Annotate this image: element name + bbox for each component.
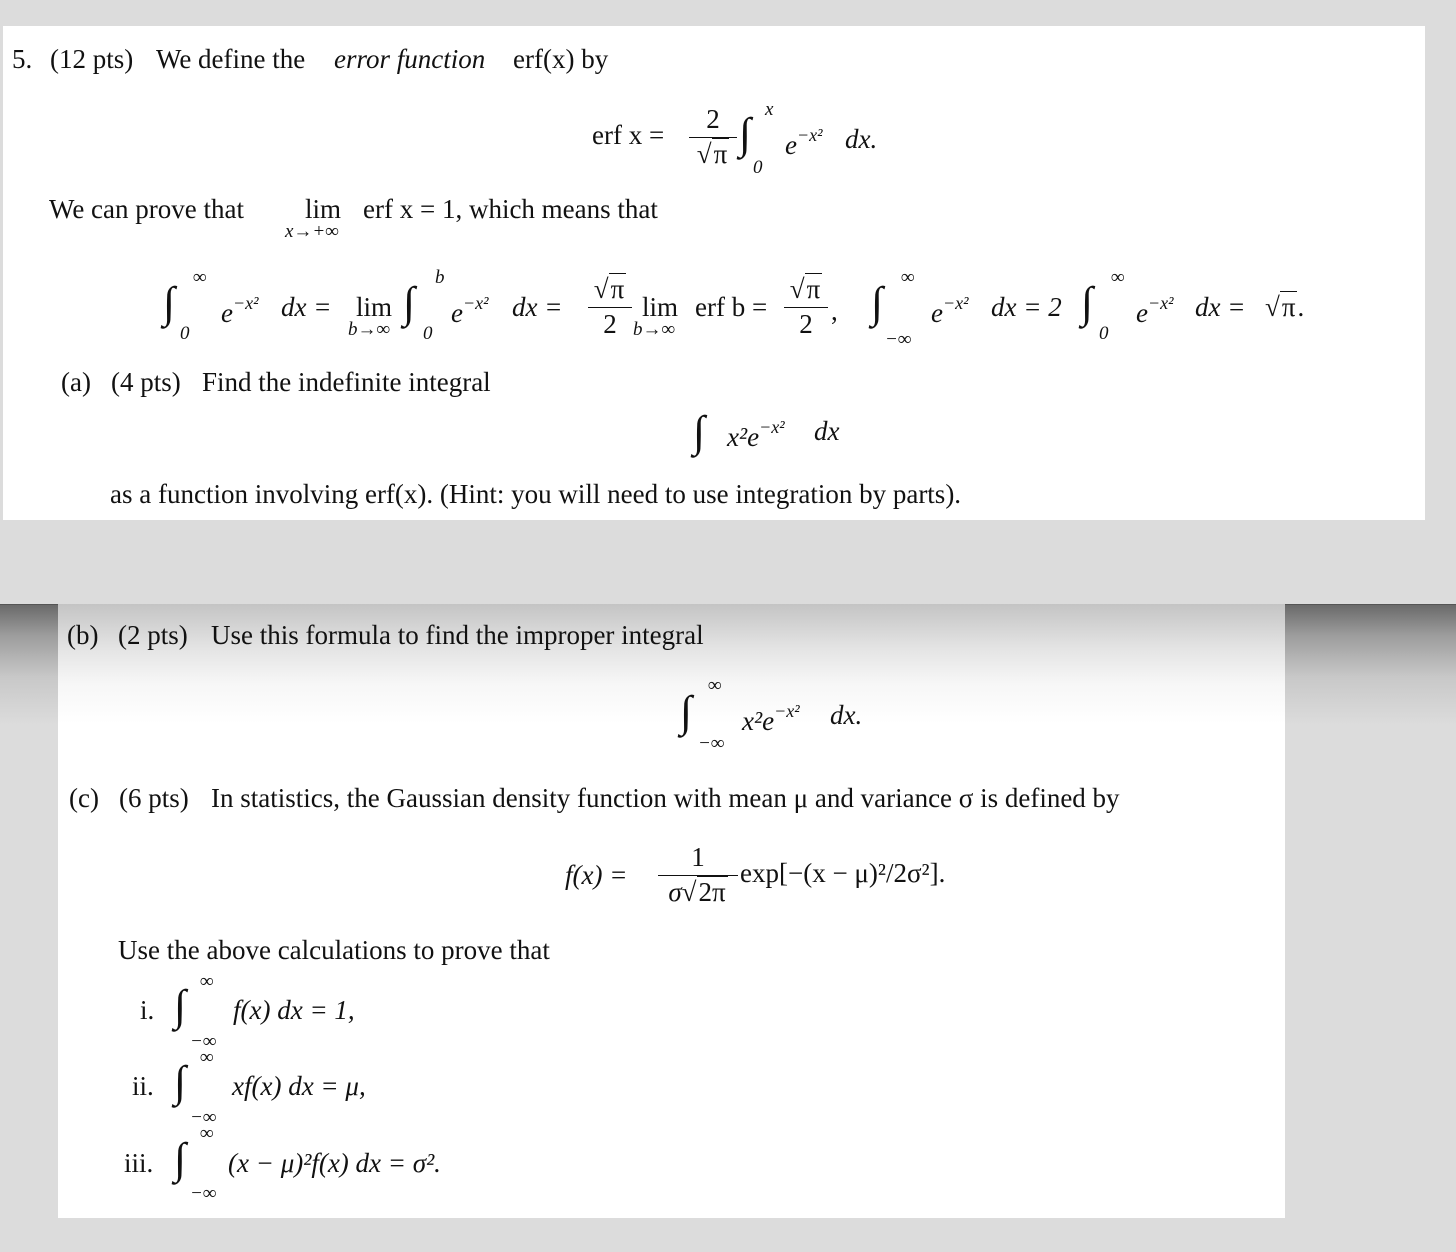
integral-sign: ∫ xyxy=(871,278,884,327)
erf-fraction: 2 √π xyxy=(689,106,737,168)
part-b-upper: ∞ xyxy=(708,675,722,696)
erf-integrand: $e^{-x^2}$ xyxy=(785,125,823,160)
integral-sign: ∫ xyxy=(739,109,752,158)
chain-integrand-1: $e^{-x^2}$ xyxy=(221,293,259,328)
chain-int4-lower: 0 xyxy=(1099,323,1109,344)
intro-text: We define the xyxy=(156,44,306,74)
integral-sign: ∫ xyxy=(174,1057,187,1106)
part-b-points: (2 pts) xyxy=(118,620,188,650)
integral-sign: ∫ xyxy=(174,981,187,1030)
integral-sign: ∫ xyxy=(1081,278,1094,327)
integral-sign: ∫ xyxy=(174,1134,187,1183)
part-a-after: as a function involving erf(x). (Hint: you will need to use integration by parts). xyxy=(110,479,962,509)
part-b-label: (b) xyxy=(67,620,99,650)
chain-lim-sub: b→∞ xyxy=(348,319,391,340)
chain-erf-b: erf b = xyxy=(695,292,768,322)
chain-dx-eq-2: dx = xyxy=(512,292,563,322)
chain-comma: , xyxy=(831,296,838,326)
prove-text: We can prove that xyxy=(49,194,244,224)
chain-int1-upper: ∞ xyxy=(193,267,207,288)
erf-upper-limit: x xyxy=(765,99,774,120)
intro-emphasis: error function xyxy=(334,44,486,74)
chain-dx-eq-1: dx = xyxy=(281,292,332,322)
gaussian-lhs: f(x) = xyxy=(565,860,628,890)
chain-int3-upper: ∞ xyxy=(901,267,915,288)
item-lower: −∞ xyxy=(190,1107,217,1128)
prove-lim-sub: x→+∞ xyxy=(285,221,339,242)
chain-dx-eq-3: dx = 2 xyxy=(991,292,1062,322)
part-a-integrand: $x^2e^{-x^2}$ xyxy=(727,417,785,452)
chain-int3-lower: −∞ xyxy=(885,329,912,350)
chain-lim2-sub: b→∞ xyxy=(633,319,676,340)
prove-rest: erf x = 1, which means that xyxy=(363,194,658,224)
erf-lhs: erf x = xyxy=(592,120,665,150)
chain-int4-upper: ∞ xyxy=(1111,267,1125,288)
problem-panel-top xyxy=(3,26,1425,520)
part-b-lower: −∞ xyxy=(698,733,725,754)
prove-lim: lim xyxy=(305,194,342,224)
problem-points: (12 pts) xyxy=(50,44,134,74)
chain-fraction-2: √π 2 xyxy=(784,276,828,338)
item-label: iii. xyxy=(124,1148,154,1178)
gaussian-rhs: exp[−(x − μ)²/2σ²]. xyxy=(740,858,946,888)
prove-that-text: Use the above calculations to prove that xyxy=(118,935,550,965)
chain-dx-eq-end: dx = xyxy=(1195,292,1246,322)
problem-number: 5. xyxy=(12,44,33,74)
part-a-label: (a) xyxy=(61,367,91,397)
chain-lim-2: lim xyxy=(642,292,679,322)
erf-lower-limit: 0 xyxy=(753,157,763,178)
erf-dx: dx. xyxy=(845,124,878,154)
item-label: ii. xyxy=(132,1071,154,1101)
chain-sqrt-pi: √π. xyxy=(1265,292,1305,322)
integral-sign: ∫ xyxy=(163,278,176,327)
chain-integrand-2: $e^{-x^2}$ xyxy=(451,293,489,328)
intro-erf: erf(x) by xyxy=(513,44,609,74)
chain-lim: lim xyxy=(356,292,393,322)
gaussian-fraction: 1 σ√2π xyxy=(658,844,738,906)
chain-int2-lower: 0 xyxy=(423,323,433,344)
part-c-label: (c) xyxy=(69,783,99,813)
part-b-text: Use this formula to find the improper integral xyxy=(211,620,704,650)
part-b-integrand: $x^2e^{-x^2}$ xyxy=(742,701,800,736)
part-a-text: Find the indefinite integral xyxy=(202,367,491,397)
item-upper: ∞ xyxy=(200,1123,214,1144)
item-expr: f(x) dx = 1, xyxy=(233,995,355,1025)
part-a-dx: dx xyxy=(814,416,840,446)
erf-frac-den: π xyxy=(713,139,728,169)
item-lower: −∞ xyxy=(190,1031,217,1052)
integral-sign: ∫ xyxy=(680,687,693,736)
part-b-dx: dx. xyxy=(830,700,863,730)
part-c-points: (6 pts) xyxy=(119,783,189,813)
integral-sign: ∫ xyxy=(403,278,416,327)
part-a-points: (4 pts) xyxy=(111,367,181,397)
item-expr: xf(x) dx = μ, xyxy=(232,1071,366,1101)
erf-frac-num: 2 xyxy=(706,104,720,134)
item-label: i. xyxy=(140,995,155,1025)
problem-panel-bottom xyxy=(58,604,1285,1218)
item-lower: −∞ xyxy=(190,1183,217,1204)
item-expr: (x − μ)²f(x) dx = σ². xyxy=(228,1148,441,1178)
chain-integrand-3: $e^{-x^2}$ xyxy=(931,293,969,328)
chain-int2-upper: b xyxy=(435,267,445,288)
item-upper: ∞ xyxy=(200,1047,214,1068)
part-c-text: In statistics, the Gaussian density function with mean μ and variance σ is defined by xyxy=(211,783,1120,813)
integral-sign: ∫ xyxy=(693,407,706,456)
chain-fraction-1: √π 2 xyxy=(588,276,632,338)
chain-integrand-4: $e^{-x^2}$ xyxy=(1136,293,1174,328)
item-upper: ∞ xyxy=(200,971,214,992)
chain-int1-lower: 0 xyxy=(180,323,190,344)
